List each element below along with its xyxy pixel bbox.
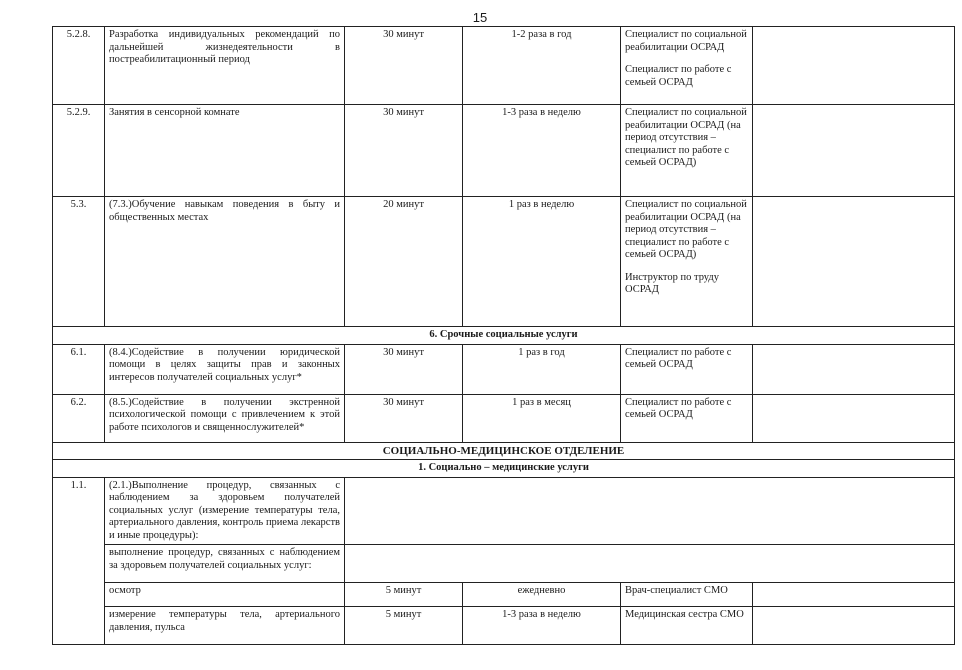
service-frequency: 1 раз в год xyxy=(463,344,621,394)
empty-cell xyxy=(753,583,955,607)
service-name: (2.1.)Выполнение процедур, связанных с наблюдением за здоровьем получателей социальных услуг (измерение температуры тела, артериального давления, контроль приема лекарств и иные процедуры): xyxy=(105,477,345,545)
table-row xyxy=(53,105,955,197)
table-row xyxy=(53,477,955,545)
services-table xyxy=(52,26,955,645)
empty-cell xyxy=(753,197,955,327)
section-heading-row xyxy=(53,460,955,478)
service-time: 30 минут xyxy=(345,394,463,442)
row-number: 5.2.8. xyxy=(53,27,105,105)
responsible-specialist xyxy=(621,583,753,607)
service-time: 20 минут xyxy=(345,197,463,327)
service-time: 5 минут xyxy=(345,607,463,645)
service-name: (8.5.)Содействие в получении экстренной психологической помощи с привлечением к этой работе психологов и священнослужителей* xyxy=(105,394,345,442)
service-time: 30 минут xyxy=(345,27,463,105)
service-frequency: 1 раз в месяц xyxy=(463,394,621,442)
empty-cell xyxy=(753,344,955,394)
section-title: 1. Социально – медицинские услуги xyxy=(53,460,955,478)
responsible-specialist xyxy=(621,344,753,394)
empty-cell xyxy=(753,27,955,105)
responsible-specialist xyxy=(621,105,753,197)
empty-cell xyxy=(753,105,955,197)
section-title: 6. Срочные социальные услуги xyxy=(53,327,955,345)
row-number: 6.2. xyxy=(53,394,105,442)
specialist-line: Медицинская сестра СМО xyxy=(625,609,744,620)
table-row xyxy=(53,394,955,442)
responsible-specialist xyxy=(621,197,753,327)
specialist-line: Специалист по работе с семьей ОСРАД xyxy=(625,346,732,370)
row-number: 1.1. xyxy=(53,477,105,645)
row-number: 5.3. xyxy=(53,197,105,327)
empty-cell xyxy=(345,477,955,545)
specialist-line: Специалист по социальной реабилитации ОСРАД (на период отсутствия – специалист по работе с семьей ОСРАД) xyxy=(625,199,747,260)
empty-cell xyxy=(753,607,955,645)
service-frequency: 1-3 раза в неделю xyxy=(463,607,621,645)
section-heading-row xyxy=(53,327,955,345)
service-frequency: 1-3 раза в неделю xyxy=(463,105,621,197)
service-frequency: 1-2 раза в год xyxy=(463,27,621,105)
service-name: Разработка индивидуальных рекомендаций по дальнейшей жизнедеятельности в постреабилитационный период xyxy=(105,27,345,105)
service-frequency: 1 раз в неделю xyxy=(463,197,621,327)
specialist-line: Специалист по социальной реабилитации ОСРАД (на период отсутствия – специалист по работе с семьей ОСРАД) xyxy=(625,107,747,168)
responsible-specialist xyxy=(621,394,753,442)
responsible-specialist xyxy=(621,27,753,105)
empty-cell xyxy=(753,394,955,442)
department-title: СОЦИАЛЬНО-МЕДИЦИНСКОЕ ОТДЕЛЕНИЕ xyxy=(53,442,955,460)
specialist-line: Специалист по работе с семьей ОСРАД xyxy=(625,396,732,420)
specialist-line: Врач-специалист СМО xyxy=(625,585,728,596)
table-row xyxy=(53,583,955,607)
service-time: 30 минут xyxy=(345,344,463,394)
responsible-specialist xyxy=(621,607,753,645)
department-heading-row xyxy=(53,442,955,460)
table-row xyxy=(53,197,955,327)
service-name: осмотр xyxy=(105,583,345,607)
service-name: (7.3.)Обучение навыкам поведения в быту и общественных местах xyxy=(105,197,345,327)
service-name: выполнение процедур, связанных с наблюдением за здоровьем получателей социальных услуг: xyxy=(105,545,345,583)
specialist-line: Инструктор по труду ОСРАД xyxy=(625,271,719,295)
specialist-line: Специалист по социальной реабилитации ОСРАД xyxy=(625,29,747,53)
row-number: 6.1. xyxy=(53,344,105,394)
service-name: Занятия в сенсорной комнате xyxy=(105,105,345,197)
table-row xyxy=(53,344,955,394)
service-time: 5 минут xyxy=(345,583,463,607)
service-time: 30 минут xyxy=(345,105,463,197)
specialist-line: Специалист по работе с семьей ОСРАД xyxy=(625,64,732,88)
table-row xyxy=(53,607,955,645)
page-number: 15 xyxy=(472,10,488,25)
table-row xyxy=(53,545,955,583)
table-row xyxy=(53,27,955,105)
service-name: (8.4.)Содействие в получении юридической помощи в целях защиты прав и законных интересов получателей социальных услуг* xyxy=(105,344,345,394)
empty-cell xyxy=(345,545,955,583)
service-name: измерение температуры тела, артериального давления, пульса xyxy=(105,607,345,645)
row-number: 5.2.9. xyxy=(53,105,105,197)
service-frequency: ежедневно xyxy=(463,583,621,607)
